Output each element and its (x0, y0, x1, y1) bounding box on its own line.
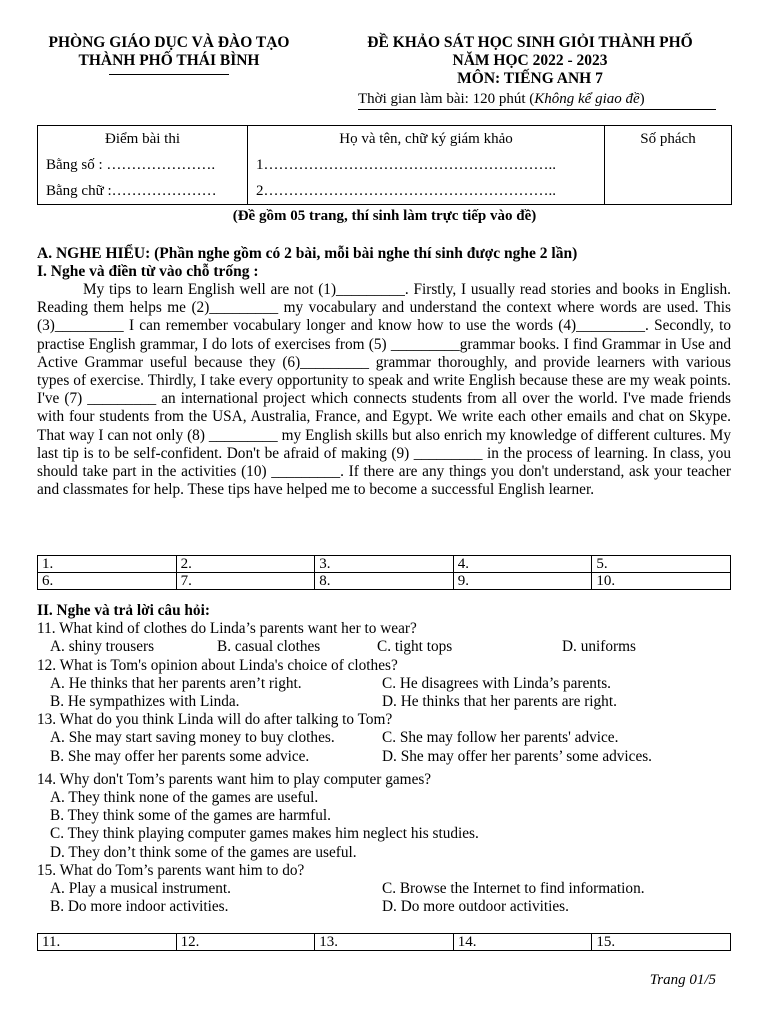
department-name: PHÒNG GIÁO DỤC VÀ ĐÀO TẠO (48, 34, 290, 51)
answer-row (38, 573, 731, 590)
option[interactable]: A. Play a musical instrument. (50, 880, 231, 898)
question-13-options-row (37, 748, 737, 766)
score-in-words: Bằng chữ :………………… (46, 183, 217, 199)
answer-cell[interactable]: 1. (38, 556, 177, 573)
answer-row (38, 556, 731, 573)
score-title: Điểm bài thi (105, 131, 180, 147)
time-suffix: ) (639, 91, 645, 107)
answer-cell[interactable]: 6. (38, 573, 177, 590)
option[interactable]: C. Browse the Internet to find information. (382, 880, 645, 898)
answer-cell[interactable]: 9. (453, 573, 592, 590)
option[interactable]: A. He thinks that her parents aren’t right. (50, 674, 302, 692)
option[interactable]: B. Do more indoor activities. (50, 898, 229, 916)
question-12: 12. What is Tom's opinion about Linda's choice of clothes? (37, 656, 398, 674)
serial-title: Số phách (640, 131, 696, 147)
subject: MÔN: TIẾNG ANH 7 (457, 70, 603, 87)
option[interactable]: C. They think playing computer games makes him neglect his studies. (50, 825, 479, 843)
score-box (37, 125, 732, 205)
option[interactable]: A. They think none of the games are useful. (50, 789, 319, 807)
examiner-title: Họ và tên, chữ ký giám khảo (339, 131, 513, 147)
answer-cell[interactable]: 14. (453, 934, 592, 951)
question-13: 13. What do you think Linda will do after talking to Tom? (37, 711, 393, 729)
examiner-cell (248, 126, 605, 205)
page-number: Trang 01/5 (649, 972, 716, 988)
option[interactable]: D. She may offer her parents’ some advices. (382, 747, 653, 765)
school-year: NĂM HỌC 2022 - 2023 (452, 52, 608, 69)
exam-title-header (330, 34, 730, 88)
option[interactable]: A. She may start saving money to buy clothes. (50, 729, 335, 747)
answer-cell[interactable]: 2. (176, 556, 315, 573)
question-15-options-row (37, 898, 737, 916)
answer-cell[interactable]: 15. (592, 934, 731, 951)
option[interactable]: D. He thinks that her parents are right. (382, 693, 617, 711)
answer-cell[interactable]: 5. (592, 556, 731, 573)
exam-title: ĐỀ KHẢO SÁT HỌC SINH GIỎI THÀNH PHỐ (367, 34, 693, 51)
answer-table-1-10 (37, 555, 731, 590)
time-allowed (358, 90, 716, 110)
part-1-title: I. Nghe và điền từ vào chỗ trống : (37, 263, 259, 280)
option[interactable]: B. casual clothes (217, 638, 321, 656)
listening-passage: My tips to learn English well are not (1)_________. Firstly, I usually read stories and books in English. Reading them helps me (2)_________ my vocabulary and understand the context where words are used. This (3)_________ I can remember vocabulary longer and know how to use the words (4)_________. Secondly, to practise English grammar, I do lots of exercises from (5) _________grammar books. I find Grammar in Use and Active Grammar useful because they (6)_________ grammar thoroughly, and provide learners with various types of exercise. Thirdly, I take every opportunity to speak and write English because these are my weak points. I've (7) _________ an international project which connects students from all over the world. I've made friends with four students from the USA, Australia, France, and Egypt. We write each other emails and chat on Skype. That way I can not only (8) _________ my English skills but also enrich my knowledge of different cultures. My last tip is to be self-confident. Don't be afraid of making (9) _________ in the process of learning. In class, you should take part in the activities (10) _________. If there are any things you don't understand, ask your teacher and classmates for help. These tips have helped me to become a successful English learner. (37, 281, 731, 499)
time-italic: Không kể giao đề (534, 91, 640, 107)
option[interactable]: D. They don’t think some of the games are useful. (50, 843, 357, 861)
exam-note: (Đề gồm 05 trang, thí sinh làm trực tiếp vào đề) (232, 208, 537, 224)
answer-cell[interactable]: 3. (315, 556, 454, 573)
question-12-options-row (37, 693, 737, 711)
option[interactable]: C. tight tops (377, 638, 453, 656)
option[interactable]: D. Do more outdoor activities. (382, 898, 569, 916)
answer-cell[interactable]: 8. (315, 573, 454, 590)
answer-row (38, 934, 731, 951)
examiner-line-2: 2………………………………………………….. (256, 183, 556, 199)
question-13-options-row (37, 729, 737, 747)
option[interactable]: B. They think some of the games are harmful. (50, 807, 331, 825)
option[interactable]: B. He sympathizes with Linda. (50, 693, 240, 711)
question-11: 11. What kind of clothes do Linda’s parents want her to wear? (37, 620, 417, 638)
answer-table-11-15 (37, 933, 731, 951)
answer-cell[interactable]: 12. (176, 934, 315, 951)
serial-cell (605, 126, 732, 205)
option[interactable]: D. uniforms (562, 638, 636, 656)
score-in-number: Bằng số : …………………. (46, 157, 216, 173)
answer-cell[interactable]: 4. (453, 556, 592, 573)
answer-cell[interactable]: 7. (176, 573, 315, 590)
questions-section (37, 602, 737, 916)
examiner-line-1: 1………………………………………………….. (256, 157, 556, 173)
question-14: 14. Why don't Tom’s parents want him to play computer games? (37, 770, 432, 788)
answer-cell[interactable]: 11. (38, 934, 177, 951)
question-11-options (37, 638, 737, 656)
option[interactable]: B. She may offer her parents some advice. (50, 747, 310, 765)
school-department-header (24, 34, 314, 75)
section-a-title: A. NGHE HIỂU: (Phần nghe gồm có 2 bài, mỗi bài nghe thí sinh được nghe 2 lần) (37, 245, 578, 262)
city-name: THÀNH PHỐ THÁI BÌNH (78, 52, 260, 69)
answer-cell[interactable]: 10. (592, 573, 731, 590)
question-15-options-row (37, 880, 737, 898)
option[interactable]: C. She may follow her parents' advice. (382, 729, 619, 747)
section-a-header (37, 245, 577, 281)
score-cell (38, 126, 248, 205)
question-12-options-row (37, 675, 737, 693)
part-2-title: II. Nghe và trả lời câu hỏi: (37, 602, 210, 619)
header-underline (109, 74, 229, 75)
option[interactable]: A. shiny trousers (50, 638, 155, 656)
question-15: 15. What do Tom’s parents want him to do? (37, 861, 305, 879)
time-prefix: Thời gian làm bài: 120 phút ( (358, 91, 535, 107)
answer-cell[interactable]: 13. (315, 934, 454, 951)
option[interactable]: C. He disagrees with Linda’s parents. (382, 674, 611, 692)
